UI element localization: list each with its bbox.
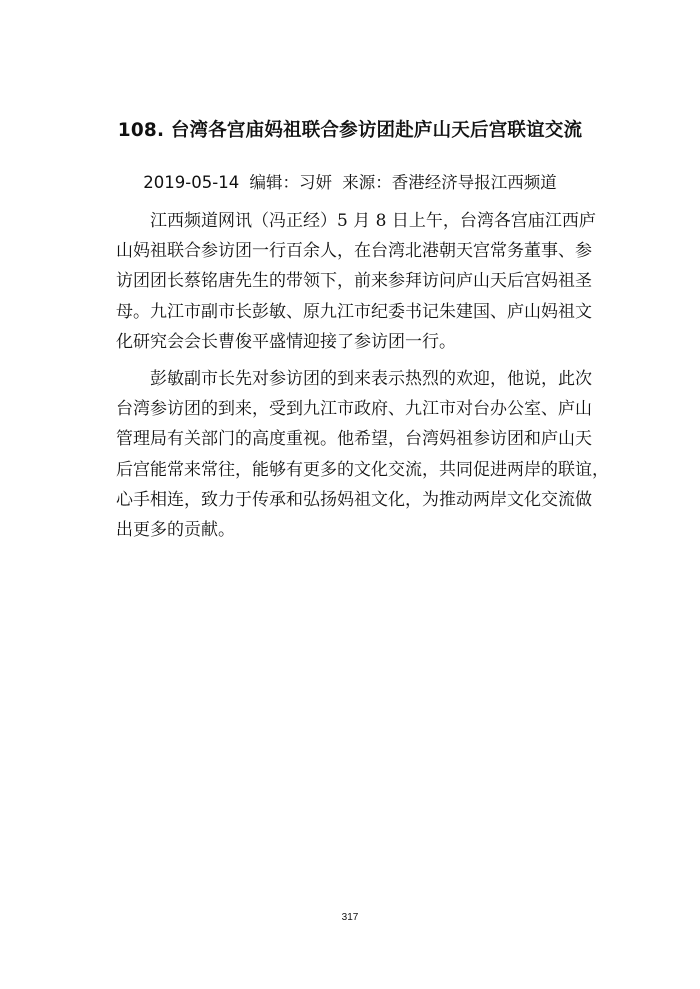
paragraph — [116, 364, 609, 545]
paragraph-line: 出更多的贡献。 — [116, 519, 235, 540]
paragraph — [116, 206, 594, 357]
paragraph-line: 心手相连，致力于传承和弘扬妈祖文化，为推动两岸文化交流做 — [116, 489, 592, 510]
paragraph-line: 后宫能常来常往，能够有更多的文化交流，共同促进两岸的联谊， — [116, 459, 609, 480]
paragraph-line: 化研究会会长曹俊平盛情迎接了参访团一行。 — [116, 331, 456, 352]
paragraph-line: 母。九江市副市长彭敏、原九江市纪委书记朱建国、庐山妈祖文 — [116, 301, 592, 322]
article-body — [116, 206, 609, 545]
article-editor: 编辑：习妍 — [249, 173, 332, 192]
paragraph-line: 彭敏副市长先对参访团的到来表示热烈的欢迎，他说，此次 — [150, 368, 592, 389]
article-meta — [70, 171, 630, 195]
paragraph-line: 山妈祖联合参访团一行百余人，在台湾北港朝天宫常务董事、参 — [116, 241, 592, 262]
article-date: 2019-05-14 — [143, 173, 240, 192]
paragraph-line: 江西频道网讯（冯正经）5 月 8 日上午，台湾各宫庙江西庐 — [150, 211, 596, 231]
page-number: 317 — [341, 912, 359, 923]
article-title: 108. 台湾各宫庙妈祖联合参访团赴庐山天后宫联谊交流 — [117, 120, 583, 141]
paragraph-line: 台湾参访团的到来，受到九江市政府、九江市对台办公室、庐山 — [116, 399, 592, 420]
article-source: 来源：香港经济导报江西频道 — [342, 173, 557, 192]
paragraph-line: 管理局有关部门的高度重视。他希望，台湾妈祖参访团和庐山天 — [116, 429, 592, 450]
paragraph-line: 访团团长蔡铭唐先生的带领下，前来参拜访问庐山天后宫妈祖圣 — [116, 271, 592, 292]
